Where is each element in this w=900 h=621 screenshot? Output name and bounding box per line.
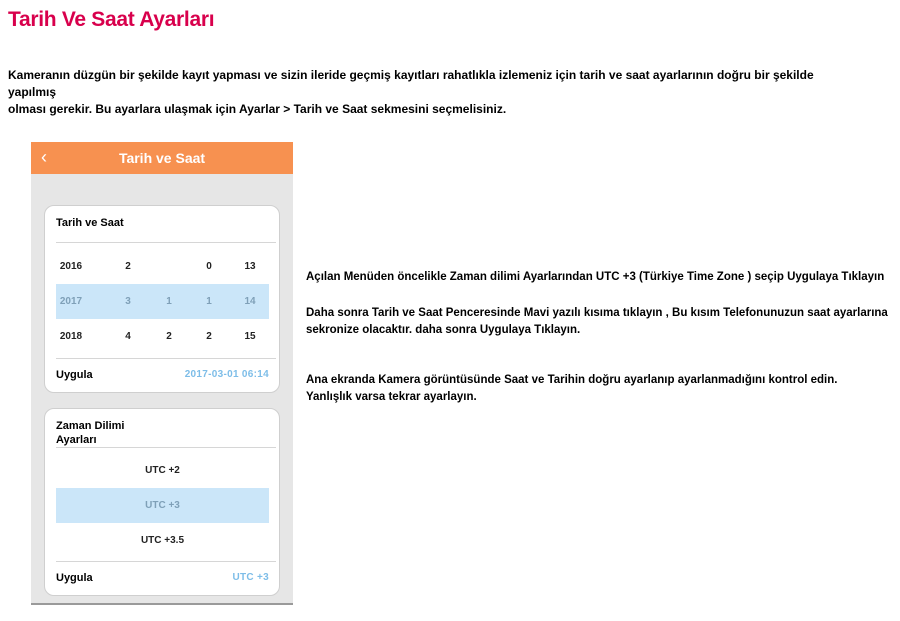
month-cell: 4 — [125, 331, 131, 342]
chevron-left-icon[interactable]: ‹ — [41, 147, 47, 167]
timezone-option[interactable]: UTC +2 — [145, 465, 180, 476]
hour-cell: 2 — [206, 331, 212, 342]
phone-bottom-edge — [31, 603, 293, 605]
timezone-card-title — [45, 409, 279, 447]
picker-row[interactable] — [56, 319, 269, 354]
picker-row[interactable] — [56, 249, 269, 284]
timezone-title-line-2: Ayarları — [56, 434, 97, 446]
year-cell: 2017 — [59, 296, 83, 307]
timezone-title-line-1: Zaman Dilimi — [56, 420, 125, 432]
page-title: Tarih Ve Saat Ayarları — [8, 8, 215, 31]
instruction-step-3 — [306, 372, 896, 406]
instruction-step-3-line-2: Yanlışlık varsa tekrar ayarlayın. — [306, 391, 477, 403]
date-apply-button[interactable]: Uygula — [56, 369, 93, 381]
date-apply-row — [56, 358, 269, 392]
year-cell: 2018 — [59, 331, 83, 342]
timezone-value[interactable]: UTC +3 — [232, 572, 269, 583]
phone-screenshot — [31, 142, 293, 605]
date-time-card — [44, 205, 280, 393]
timezone-apply-row — [56, 561, 269, 595]
day-cell — [154, 249, 184, 284]
date-time-card-title: Tarih ve Saat — [56, 217, 124, 229]
intro-line-1: Kameranın düzgün bir şekilde kayıt yapması ve sizin ileride geçmiş kayıtları rahatlıkla izlemeniz için tarih ve saat ayarlarının doğru bir şekilde yapılmış — [8, 68, 814, 99]
divider — [56, 242, 276, 243]
minute-cell: 15 — [244, 331, 256, 342]
intro-line-2: olması gerekir. Bu ayarlara ulaşmak için Ayarlar > Tarih ve Saat sekmesini seçmelisiniz. — [8, 102, 507, 116]
minute-cell: 13 — [244, 261, 256, 272]
instruction-step-2 — [306, 305, 896, 339]
phone-header — [31, 142, 293, 174]
day-cell: 2 — [166, 331, 172, 342]
timezone-apply-button[interactable]: Uygula — [56, 572, 93, 584]
month-cell: 2 — [125, 261, 131, 272]
instruction-step-2-line-1: Daha sonra Tarih ve Saat Penceresinde Mavi yazılı kısıma tıklayın , Bu kısım Telefonunuzun saat ayarlarına — [306, 307, 888, 319]
hour-cell: 1 — [206, 296, 212, 307]
year-cell: 2016 — [59, 261, 83, 272]
hour-cell: 0 — [206, 261, 212, 272]
instruction-step-1: Açılan Menüden öncelikle Zaman dilimi Ayarlarından UTC +3 (Türkiye Time Zone ) seçip Uygulaya Tıklayın — [306, 271, 885, 283]
timezone-option-selected[interactable]: UTC +3 — [56, 488, 269, 523]
instruction-step-2-line-2: sekronize olacaktır. daha sonra Uygulaya Tıklayın. — [306, 324, 581, 336]
divider — [56, 447, 276, 448]
minute-cell: 14 — [244, 296, 256, 307]
day-cell: 1 — [166, 296, 172, 307]
month-cell: 3 — [125, 296, 131, 307]
phone-header-title: Tarih ve Saat — [118, 150, 206, 166]
instruction-step-3-line-1: Ana ekranda Kamera görüntüsünde Saat ve Tarihin doğru ayarlanıp ayarlanmadığını kontrol edin. — [306, 374, 838, 386]
intro-text — [8, 67, 848, 118]
date-time-value-link[interactable]: 2017-03-01 06:14 — [184, 369, 269, 380]
picker-row-selected[interactable] — [56, 284, 269, 319]
timezone-option[interactable]: UTC +3.5 — [140, 535, 185, 546]
timezone-card — [44, 408, 280, 596]
